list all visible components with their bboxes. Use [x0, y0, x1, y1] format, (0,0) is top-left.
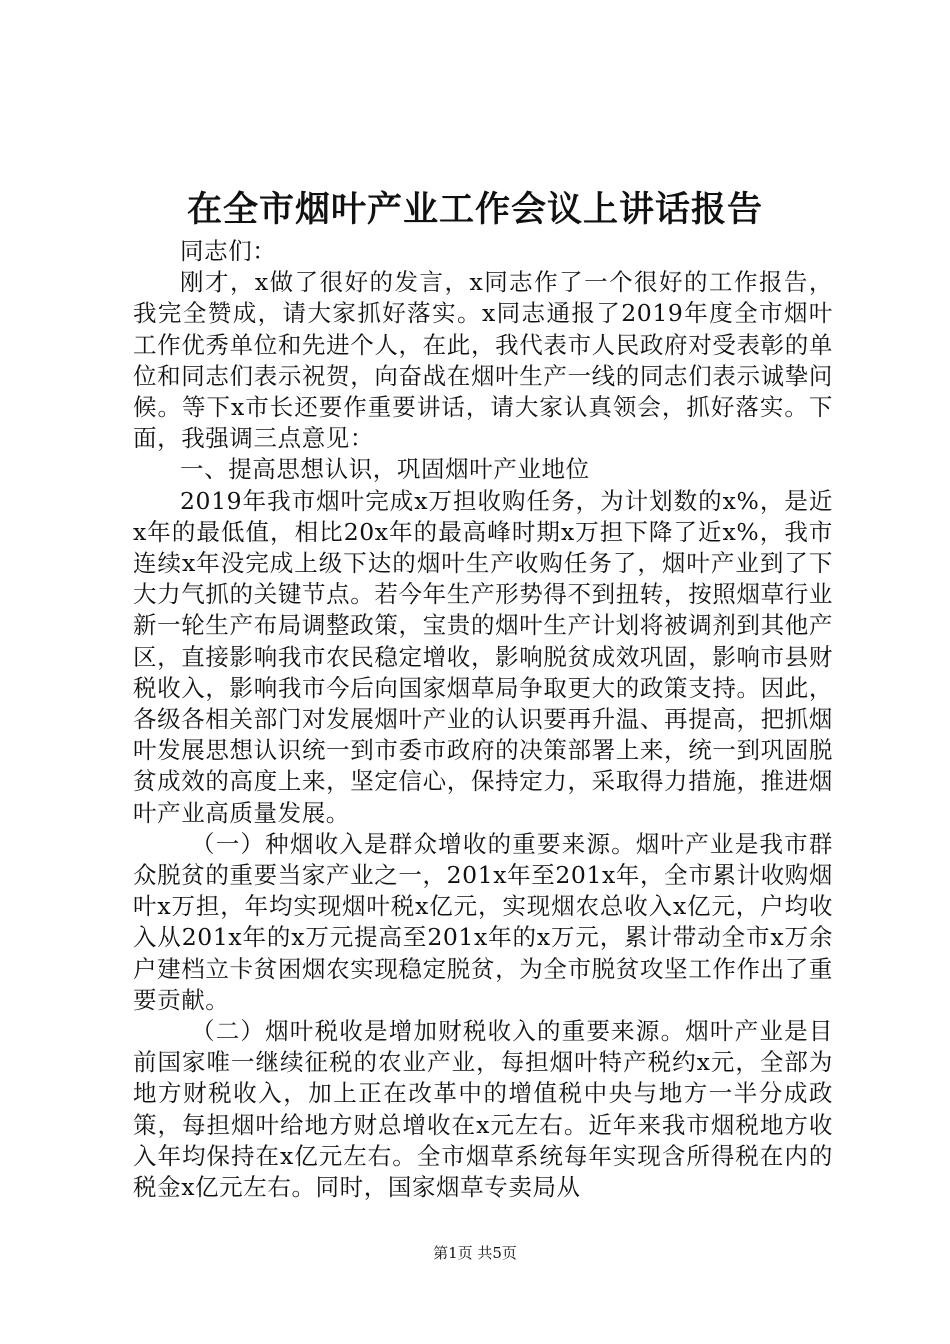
document-body [133, 236, 833, 1203]
subsection-1-paragraph: （一）种烟收入是群众增收的重要来源。烟叶产业是我市群众脱贫的重要当家产业之一，201x年至201x年，全市累计收购烟叶x万担，年均实现烟叶税x亿元，实现烟农总收入x亿元，户均收入从201x年的x万元提高至201x年的x万元，累计带动全市x万余户建档立卡贫困烟农实现稳定脱贫，为全市脱贫攻坚工作作出了重要贡献。 [133, 829, 833, 1014]
page-number-footer: 第1页 共5页 [433, 1244, 517, 1262]
opening-paragraph: 刚才，x做了很好的发言，x同志作了一个很好的工作报告，我完全赞成，请大家抓好落实。x同志通报了2019年度全市烟叶工作优秀单位和先进个人，在此，我代表市人民政府对受表彰的单位和同志们表示祝贺，向奋战在烟叶生产一线的同志们表示诚挚问候。等下x市长还要作重要讲话，请大家认真领会，抓好落实。下面，我强调三点意见： [133, 268, 833, 453]
subsection-2-paragraph: （二）烟叶税收是增加财税收入的重要来源。烟叶产业是目前国家唯一继续征税的农业产业，每担烟叶特产税约x元，全部为地方财税收入，加上正在改革中的增值税中央与地方一半分成政策，每担烟叶给地方财总增收在x元左右。近年来我市烟税地方收入年均保持在x亿元左右。全市烟草系统每年实现含所得税在内的税金x亿元左右。同时，国家烟草专卖局从 [133, 1017, 833, 1202]
document-title: 在全市烟叶产业工作会议上讲话报告 [186, 189, 763, 230]
section-heading-1: 一、提高思想认识，巩固烟叶产业地位 [180, 455, 590, 484]
section-1-paragraph: 2019年我市烟叶完成x万担收购任务，为计划数的x%，是近x年的最低值，相比20x年的最高峰时期x万担下降了近x%，我市连续x年没完成上级下达的烟叶生产收购任务了，烟叶产业到了下大力气抓的关键节点。若今年生产形势得不到扭转，按照烟草行业新一轮生产布局调整政策，宝贵的烟叶生产计划将被调剂到其他产区，直接影响我市农民稳定增收，影响脱贫成效巩固，影响市县财税收入，影响我市今后向国家烟草局争取更大的政策支持。因此，各级各相关部门对发展烟叶产业的认识要再升温、再提高，把抓烟叶发展思想认识统一到市委市政府的决策部署上来，统一到巩固脱贫成效的高度上来，坚定信心，保持定力，采取得力措施，推进烟叶产业高质量发展。 [133, 486, 833, 827]
salutation: 同志们： [180, 237, 277, 265]
